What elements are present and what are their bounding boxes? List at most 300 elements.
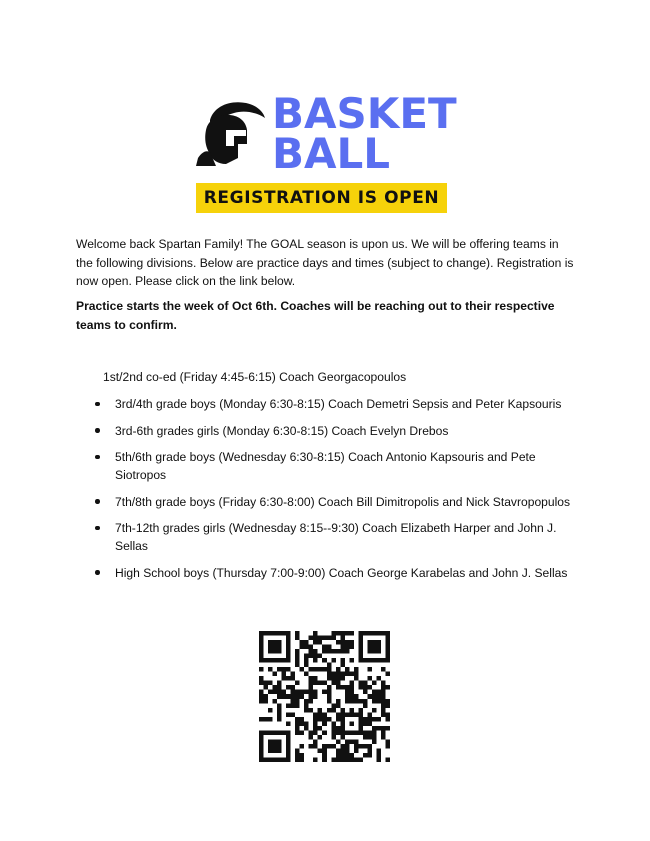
qr-module <box>336 712 341 717</box>
qr-module <box>300 753 305 758</box>
qr-module <box>336 739 341 744</box>
qr-module <box>331 631 336 636</box>
qr-module <box>349 658 354 663</box>
qr-module <box>358 744 363 749</box>
qr-module <box>291 703 296 708</box>
qr-module <box>318 708 323 713</box>
bullet-icon <box>95 499 100 504</box>
qr-module <box>349 753 354 758</box>
qr-module <box>327 685 332 690</box>
qr-module <box>259 676 264 681</box>
qr-module <box>277 757 282 762</box>
qr-module <box>268 708 273 713</box>
qr-module <box>313 690 318 695</box>
qr-module <box>264 658 269 663</box>
qr-module <box>336 748 341 753</box>
qr-module <box>286 735 291 740</box>
qr-module <box>259 681 264 686</box>
qr-module <box>322 636 327 641</box>
qr-module <box>277 744 282 749</box>
qr-module <box>367 717 372 722</box>
qr-module <box>286 712 291 717</box>
practice-notice: Practice starts the week of Oct 6th. Coaches will be reaching out to their respective teams to confirm. <box>76 299 555 332</box>
qr-module <box>372 735 377 740</box>
qr-module <box>300 717 305 722</box>
qr-module <box>264 699 269 704</box>
qr-module <box>327 663 332 668</box>
qr-module <box>322 690 327 695</box>
qr-module <box>327 708 332 713</box>
qr-module <box>327 744 332 749</box>
qr-module <box>381 685 386 690</box>
qr-module <box>367 735 372 740</box>
qr-module <box>340 645 345 650</box>
qr-module <box>273 645 278 650</box>
qr-module <box>273 748 278 753</box>
qr-module <box>336 730 341 735</box>
qr-module <box>277 681 282 686</box>
division-item <box>91 422 571 440</box>
qr-module <box>367 685 372 690</box>
qr-module <box>340 631 345 636</box>
qr-module <box>340 676 345 681</box>
qr-module <box>282 694 287 699</box>
qr-module <box>264 730 269 735</box>
division-text: High School boys (Thursday 7:00-9:00) Coach George Karabelas and John J. Sellas <box>115 565 568 580</box>
qr-module <box>295 757 300 762</box>
qr-module <box>354 757 359 762</box>
qr-module <box>349 631 354 636</box>
qr-module <box>349 685 354 690</box>
qr-module <box>345 685 350 690</box>
qr-module <box>363 744 368 749</box>
qr-module <box>367 730 372 735</box>
division-item-1st-2nd: 1st/2nd co-ed (Friday 4:45-6:15) Coach Georgacopoulos <box>103 370 407 384</box>
qr-module <box>322 744 327 749</box>
qr-module <box>331 708 336 713</box>
qr-module <box>358 658 363 663</box>
qr-module <box>376 645 381 650</box>
qr-module <box>318 712 323 717</box>
qr-module <box>372 717 377 722</box>
qr-module <box>340 672 345 677</box>
qr-module <box>349 721 354 726</box>
qr-module <box>286 667 291 672</box>
qr-module <box>291 685 296 690</box>
qr-module <box>354 694 359 699</box>
division-item <box>91 395 571 413</box>
division-item <box>91 519 571 555</box>
qr-module <box>259 636 264 641</box>
qr-module <box>304 658 309 663</box>
qr-module <box>354 748 359 753</box>
qr-module <box>313 658 318 663</box>
qr-module <box>345 694 350 699</box>
qr-module <box>313 631 318 636</box>
qr-module <box>268 667 273 672</box>
qr-module <box>345 739 350 744</box>
qr-module <box>385 726 390 731</box>
qr-module <box>300 694 305 699</box>
qr-module <box>268 640 273 645</box>
qr-module <box>336 699 341 704</box>
qr-module <box>304 726 309 731</box>
qr-module <box>376 726 381 731</box>
qr-module <box>376 717 381 722</box>
qr-module <box>331 721 336 726</box>
qr-module <box>354 676 359 681</box>
division-item <box>91 493 571 511</box>
qr-module <box>331 735 336 740</box>
qr-module <box>277 712 282 717</box>
qr-module <box>340 735 345 740</box>
qr-module <box>331 636 336 641</box>
qr-module <box>264 717 269 722</box>
qr-module <box>313 757 318 762</box>
bullet-icon <box>95 402 100 407</box>
qr-module <box>340 712 345 717</box>
qr-module <box>304 699 309 704</box>
qr-module <box>385 636 390 641</box>
qr-module <box>277 739 282 744</box>
qr-module <box>385 699 390 704</box>
qr-module <box>376 690 381 695</box>
qr-module <box>259 631 264 636</box>
qr-module <box>300 667 305 672</box>
qr-module <box>349 640 354 645</box>
qr-module <box>372 694 377 699</box>
qr-module <box>259 667 264 672</box>
qr-module <box>295 658 300 663</box>
qr-module <box>313 730 318 735</box>
qr-module <box>277 748 282 753</box>
qr-module <box>309 654 314 659</box>
qr-module <box>318 667 323 672</box>
qr-module <box>268 739 273 744</box>
qr-module <box>345 699 350 704</box>
qr-module <box>363 690 368 695</box>
qr-module <box>372 708 377 713</box>
qr-module <box>336 631 341 636</box>
qr-module <box>336 681 341 686</box>
qr-module <box>372 739 377 744</box>
qr-module <box>367 667 372 672</box>
qr-module <box>286 757 291 762</box>
qr-module <box>286 730 291 735</box>
qr-module <box>340 658 345 663</box>
qr-module <box>376 757 381 762</box>
qr-module <box>376 753 381 758</box>
division-list <box>91 395 571 591</box>
qr-module <box>286 645 291 650</box>
qr-module <box>259 649 264 654</box>
qr-module <box>313 721 318 726</box>
qr-module <box>376 658 381 663</box>
qr-module <box>286 636 291 641</box>
qr-module <box>363 703 368 708</box>
qr-module <box>376 676 381 681</box>
qr-module <box>300 640 305 645</box>
qr-module <box>331 757 336 762</box>
qr-module <box>358 712 363 717</box>
qr-module <box>367 645 372 650</box>
qr-module <box>345 744 350 749</box>
qr-module <box>318 640 323 645</box>
qr-module <box>363 717 368 722</box>
qr-module <box>381 631 386 636</box>
qr-module <box>331 730 336 735</box>
qr-module <box>372 640 377 645</box>
bullet-icon <box>95 570 100 575</box>
qr-module <box>313 654 318 659</box>
qr-module <box>385 717 390 722</box>
qr-module <box>354 744 359 749</box>
qr-module <box>295 699 300 704</box>
qr-module <box>385 739 390 744</box>
qr-module <box>340 649 345 654</box>
qr-module <box>385 631 390 636</box>
qr-module <box>309 690 314 695</box>
qr-module <box>358 654 363 659</box>
qr-module <box>318 681 323 686</box>
bullet-icon <box>95 526 100 531</box>
qr-module <box>313 667 318 672</box>
qr-module <box>381 730 386 735</box>
qr-module <box>286 703 291 708</box>
qr-module <box>372 649 377 654</box>
qr-module <box>264 685 269 690</box>
qr-module <box>367 712 372 717</box>
qr-module <box>367 748 372 753</box>
qr-module <box>358 681 363 686</box>
qr-module <box>340 708 345 713</box>
qr-module <box>345 748 350 753</box>
qr-module <box>273 649 278 654</box>
qr-module <box>327 690 332 695</box>
qr-module <box>286 649 291 654</box>
qr-module <box>277 631 282 636</box>
qr-module <box>277 685 282 690</box>
qr-module <box>277 640 282 645</box>
qr-module <box>358 631 363 636</box>
qr-module <box>367 640 372 645</box>
qr-module <box>295 663 300 668</box>
qr-module <box>309 649 314 654</box>
qr-module <box>268 744 273 749</box>
qr-module <box>381 726 386 731</box>
qr-module <box>286 685 291 690</box>
qr-module <box>282 658 287 663</box>
qr-module <box>385 649 390 654</box>
qr-module <box>259 753 264 758</box>
qr-module <box>336 676 341 681</box>
qr-module <box>363 721 368 726</box>
qr-module <box>277 730 282 735</box>
qr-module <box>268 748 273 753</box>
qr-module <box>322 753 327 758</box>
qr-module <box>381 735 386 740</box>
qr-module <box>273 739 278 744</box>
qr-module <box>322 721 327 726</box>
qr-module <box>349 694 354 699</box>
qr-module <box>268 631 273 636</box>
division-text: 7th-12th grades girls (Wednesday 8:15--9:30) Coach Elizabeth Harper and John J. Sellas <box>115 521 557 554</box>
qr-module <box>309 730 314 735</box>
qr-module <box>273 690 278 695</box>
qr-module <box>286 654 291 659</box>
qr-module <box>385 658 390 663</box>
qr-module <box>358 645 363 650</box>
qr-module <box>322 730 327 735</box>
qr-module <box>322 649 327 654</box>
qr-module <box>313 649 318 654</box>
qr-module <box>349 757 354 762</box>
qr-module <box>372 645 377 650</box>
qr-module <box>259 658 264 663</box>
division-text: 7th/8th grade boys (Friday 6:30-8:00) Coach Bill Dimitropolis and Nick Stavropopulos <box>115 494 571 509</box>
qr-module <box>282 730 287 735</box>
qr-module <box>336 753 341 758</box>
qr-module <box>273 757 278 762</box>
qr-module <box>340 748 345 753</box>
qr-module <box>264 631 269 636</box>
qr-module <box>327 645 332 650</box>
qr-module <box>300 757 305 762</box>
qr-module <box>286 676 291 681</box>
qr-module <box>286 753 291 758</box>
qr-module <box>381 658 386 663</box>
qr-module <box>273 685 278 690</box>
qr-module <box>322 748 327 753</box>
qr-module <box>286 739 291 744</box>
qr-module <box>322 717 327 722</box>
qr-module <box>367 694 372 699</box>
qr-module <box>282 672 287 677</box>
qr-module <box>313 717 318 722</box>
qr-module <box>381 690 386 695</box>
qr-module <box>381 681 386 686</box>
intro-paragraph: Welcome back Spartan Family! The GOAL season is upon us. We will be offering teams in the following divisions. Below are practice days and times (subject to change). Registration is now open. Please click on the link below. <box>76 237 574 288</box>
qr-module <box>259 717 264 722</box>
division-text: 3rd/4th grade boys (Monday 6:30-8:15) Coach Demetri Sepsis and Peter Kapsouris <box>115 397 562 411</box>
division-text: 5th/6th grade boys (Wednesday 6:30-8:15) Coach Antonio Kapsouris and Pete Siotropos <box>115 450 536 483</box>
qr-module <box>327 636 332 641</box>
qr-module <box>300 744 305 749</box>
qr-module <box>309 708 314 713</box>
qr-module <box>363 753 368 758</box>
qr-module <box>336 717 341 722</box>
qr-module <box>358 757 363 762</box>
qr-module <box>277 649 282 654</box>
division-text: 3rd-6th grades girls (Monday 6:30-8:15) Coach Evelyn Drebos <box>115 423 449 438</box>
qr-module <box>381 699 386 704</box>
qr-module <box>322 757 327 762</box>
qr-module <box>376 748 381 753</box>
qr-module <box>282 757 287 762</box>
qr-module <box>259 690 264 695</box>
qr-module <box>304 690 309 695</box>
qr-module <box>349 708 354 713</box>
qr-module <box>273 672 278 677</box>
qr-module <box>295 690 300 695</box>
qr-module <box>300 645 305 650</box>
qr-module <box>309 645 314 650</box>
qr-module <box>277 694 282 699</box>
qr-module <box>313 636 318 641</box>
qr-module <box>282 631 287 636</box>
banner-text: REGISTRATION IS OPEN <box>203 188 440 208</box>
qr-module <box>385 712 390 717</box>
qr-module <box>273 631 278 636</box>
qr-module <box>268 717 273 722</box>
qr-module <box>291 690 296 695</box>
qr-module <box>372 730 377 735</box>
qr-module <box>340 640 345 645</box>
qr-module <box>295 636 300 641</box>
registration-qr-code[interactable] <box>259 631 390 762</box>
qr-module <box>282 690 287 695</box>
qr-module <box>264 694 269 699</box>
title-basket: BASKET <box>272 89 457 138</box>
qr-module <box>313 712 318 717</box>
qr-module <box>286 744 291 749</box>
qr-module <box>349 690 354 695</box>
qr-module <box>372 726 377 731</box>
qr-module <box>295 694 300 699</box>
qr-module <box>259 654 264 659</box>
qr-module <box>385 640 390 645</box>
qr-module <box>376 640 381 645</box>
qr-module <box>358 685 363 690</box>
qr-module <box>363 658 368 663</box>
qr-module <box>282 676 287 681</box>
qr-module <box>354 739 359 744</box>
qr-module <box>345 672 350 677</box>
qr-module <box>295 748 300 753</box>
qr-module <box>277 658 282 663</box>
qr-module <box>309 744 314 749</box>
qr-module <box>358 730 363 735</box>
qr-module <box>309 636 314 641</box>
qr-module <box>367 676 372 681</box>
qr-module <box>336 726 341 731</box>
qr-module <box>322 645 327 650</box>
qr-module <box>340 685 345 690</box>
qr-module <box>313 681 318 686</box>
header <box>196 89 466 178</box>
qr-module <box>349 730 354 735</box>
qr-module <box>259 748 264 753</box>
qr-module <box>277 717 282 722</box>
qr-module <box>286 748 291 753</box>
qr-module <box>336 703 341 708</box>
qr-module <box>340 757 345 762</box>
qr-module <box>358 649 363 654</box>
qr-module <box>300 730 305 735</box>
qr-module <box>381 703 386 708</box>
qr-module <box>345 631 350 636</box>
qr-module <box>340 717 345 722</box>
qr-module <box>295 654 300 659</box>
qr-module <box>327 672 332 677</box>
qr-module <box>336 667 341 672</box>
qr-module <box>277 667 282 672</box>
qr-module <box>331 744 336 749</box>
qr-module <box>327 694 332 699</box>
title-ball: BALL <box>272 129 391 178</box>
qr-module <box>295 726 300 731</box>
qr-module <box>358 717 363 722</box>
